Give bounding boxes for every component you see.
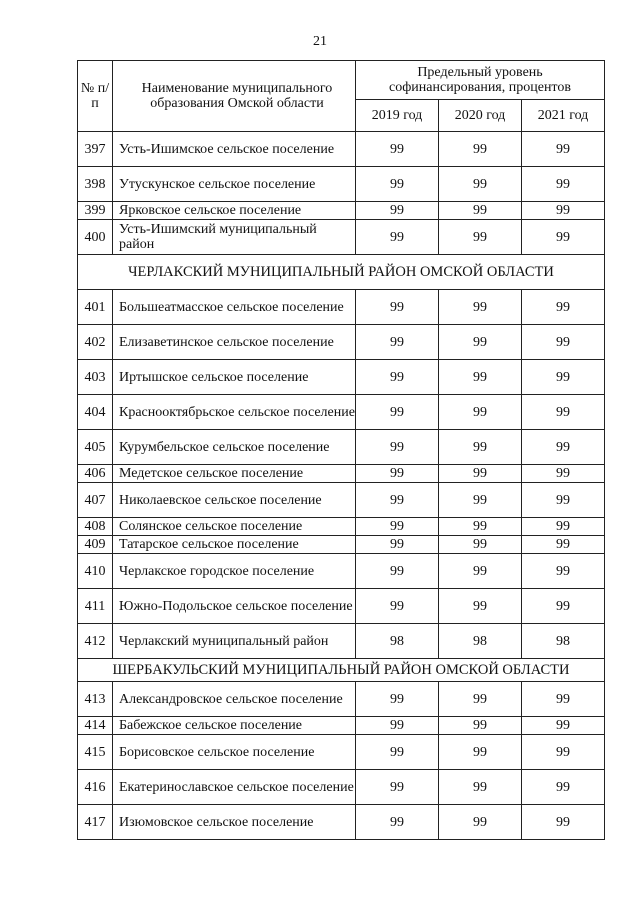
row-number: 408 <box>78 518 113 536</box>
section-title: ШЕРБАКУЛЬСКИЙ МУНИЦИПАЛЬНЫЙ РАЙОН ОМСКОЙ ОБЛАСТИ <box>78 659 605 682</box>
table-row <box>78 202 605 220</box>
municipality-name: Ярковское сельское поселение <box>113 202 356 220</box>
row-number: 406 <box>78 465 113 483</box>
municipality-name: Елизаветинское сельское поселение <box>113 325 356 360</box>
municipality-name: Черлакский муниципальный район <box>113 624 356 659</box>
municipality-name: Усть-Ишимский муниципальный район <box>113 220 356 255</box>
table-row <box>78 220 605 255</box>
value-2019: 99 <box>356 290 439 325</box>
municipality-name: Черлакское городское поселение <box>113 554 356 589</box>
municipality-name: Курумбельское сельское поселение <box>113 430 356 465</box>
value-2019: 99 <box>356 465 439 483</box>
value-2021: 98 <box>522 624 605 659</box>
value-2020: 99 <box>439 536 522 554</box>
row-number: 411 <box>78 589 113 624</box>
municipality-name: Большеатмасское сельское поселение <box>113 290 356 325</box>
value-2019: 99 <box>356 536 439 554</box>
municipality-name: Солянское сельское поселение <box>113 518 356 536</box>
value-2021: 99 <box>522 536 605 554</box>
header-group: Предельный уровень софинансирования, процентов <box>356 61 605 100</box>
value-2020: 99 <box>439 325 522 360</box>
cofinancing-table <box>77 60 605 840</box>
value-2021: 99 <box>522 325 605 360</box>
header-year-2021: 2021 год <box>522 100 605 132</box>
value-2021: 99 <box>522 682 605 717</box>
row-number: 412 <box>78 624 113 659</box>
row-number: 405 <box>78 430 113 465</box>
value-2021: 99 <box>522 735 605 770</box>
table-row <box>78 624 605 659</box>
municipality-name: Бабежское сельское поселение <box>113 717 356 735</box>
table-row <box>78 325 605 360</box>
table-row <box>78 483 605 518</box>
value-2020: 99 <box>439 554 522 589</box>
value-2021: 99 <box>522 360 605 395</box>
value-2019: 99 <box>356 220 439 255</box>
value-2021: 99 <box>522 132 605 167</box>
table-row <box>78 717 605 735</box>
value-2019: 99 <box>356 360 439 395</box>
table-row <box>78 395 605 430</box>
value-2021: 99 <box>522 430 605 465</box>
municipality-name: Александровское сельское поселение <box>113 682 356 717</box>
table-row <box>78 290 605 325</box>
value-2020: 99 <box>439 805 522 840</box>
row-number: 397 <box>78 132 113 167</box>
value-2021: 99 <box>522 770 605 805</box>
value-2020: 99 <box>439 682 522 717</box>
municipality-name: Николаевское сельское поселение <box>113 483 356 518</box>
municipality-name: Усть-Ишимское сельское поселение <box>113 132 356 167</box>
value-2021: 99 <box>522 202 605 220</box>
header-name: Наименование муниципального образования Омской области <box>113 61 356 132</box>
municipality-name: Изюмовское сельское поселение <box>113 805 356 840</box>
row-number: 413 <box>78 682 113 717</box>
row-number: 399 <box>78 202 113 220</box>
value-2021: 99 <box>522 395 605 430</box>
value-2021: 99 <box>522 220 605 255</box>
row-number: 416 <box>78 770 113 805</box>
page-number: 21 <box>313 34 327 49</box>
row-number: 398 <box>78 167 113 202</box>
value-2019: 99 <box>356 735 439 770</box>
value-2021: 99 <box>522 717 605 735</box>
value-2021: 99 <box>522 518 605 536</box>
header-year-2019: 2019 год <box>356 100 439 132</box>
table-row <box>78 682 605 717</box>
value-2021: 99 <box>522 290 605 325</box>
row-number: 415 <box>78 735 113 770</box>
value-2019: 99 <box>356 202 439 220</box>
value-2021: 99 <box>522 167 605 202</box>
value-2020: 99 <box>439 735 522 770</box>
table-row <box>78 805 605 840</box>
table-row <box>78 167 605 202</box>
value-2020: 98 <box>439 624 522 659</box>
value-2020: 99 <box>439 465 522 483</box>
value-2019: 99 <box>356 395 439 430</box>
table-row <box>78 589 605 624</box>
value-2020: 99 <box>439 518 522 536</box>
value-2020: 99 <box>439 589 522 624</box>
value-2020: 99 <box>439 290 522 325</box>
value-2021: 99 <box>522 554 605 589</box>
table-header <box>78 61 605 132</box>
value-2020: 99 <box>439 770 522 805</box>
header-year-2020: 2020 год <box>439 100 522 132</box>
row-number: 400 <box>78 220 113 255</box>
value-2019: 99 <box>356 805 439 840</box>
table-row <box>78 430 605 465</box>
municipality-name: Татарское сельское поселение <box>113 536 356 554</box>
row-number: 414 <box>78 717 113 735</box>
value-2019: 99 <box>356 483 439 518</box>
municipality-name: Борисовское сельское поселение <box>113 735 356 770</box>
row-number: 417 <box>78 805 113 840</box>
table-body <box>78 132 605 840</box>
value-2021: 99 <box>522 589 605 624</box>
municipality-name: Екатеринославское сельское поселение <box>113 770 356 805</box>
table-row <box>78 554 605 589</box>
section-title: ЧЕРЛАКСКИЙ МУНИЦИПАЛЬНЫЙ РАЙОН ОМСКОЙ ОБЛАСТИ <box>78 255 605 290</box>
row-number: 404 <box>78 395 113 430</box>
row-number: 402 <box>78 325 113 360</box>
value-2019: 99 <box>356 682 439 717</box>
table-row <box>78 360 605 395</box>
row-number: 410 <box>78 554 113 589</box>
value-2019: 99 <box>356 430 439 465</box>
table-row <box>78 132 605 167</box>
value-2021: 99 <box>522 465 605 483</box>
table-row <box>78 536 605 554</box>
table-row <box>78 518 605 536</box>
value-2020: 99 <box>439 132 522 167</box>
section-row <box>78 255 605 290</box>
section-row <box>78 659 605 682</box>
value-2019: 99 <box>356 167 439 202</box>
row-number: 407 <box>78 483 113 518</box>
municipality-name: Утускунское сельское поселение <box>113 167 356 202</box>
table-row <box>78 735 605 770</box>
municipality-name: Иртышское сельское поселение <box>113 360 356 395</box>
value-2019: 98 <box>356 624 439 659</box>
value-2020: 99 <box>439 167 522 202</box>
header-num: № п/п <box>78 61 113 132</box>
value-2019: 99 <box>356 325 439 360</box>
value-2021: 99 <box>522 805 605 840</box>
value-2019: 99 <box>356 770 439 805</box>
row-number: 401 <box>78 290 113 325</box>
row-number: 403 <box>78 360 113 395</box>
table-row <box>78 465 605 483</box>
table-row <box>78 770 605 805</box>
municipality-name: Медетское сельское поселение <box>113 465 356 483</box>
value-2020: 99 <box>439 483 522 518</box>
municipality-name: Краснооктябрьское сельское поселение <box>113 395 356 430</box>
value-2019: 99 <box>356 518 439 536</box>
value-2019: 99 <box>356 589 439 624</box>
value-2019: 99 <box>356 554 439 589</box>
row-number: 409 <box>78 536 113 554</box>
value-2019: 99 <box>356 132 439 167</box>
value-2020: 99 <box>439 360 522 395</box>
value-2020: 99 <box>439 220 522 255</box>
municipality-name: Южно-Подольское сельское поселение <box>113 589 356 624</box>
value-2020: 99 <box>439 202 522 220</box>
value-2020: 99 <box>439 430 522 465</box>
value-2020: 99 <box>439 395 522 430</box>
value-2021: 99 <box>522 483 605 518</box>
value-2019: 99 <box>356 717 439 735</box>
value-2020: 99 <box>439 717 522 735</box>
